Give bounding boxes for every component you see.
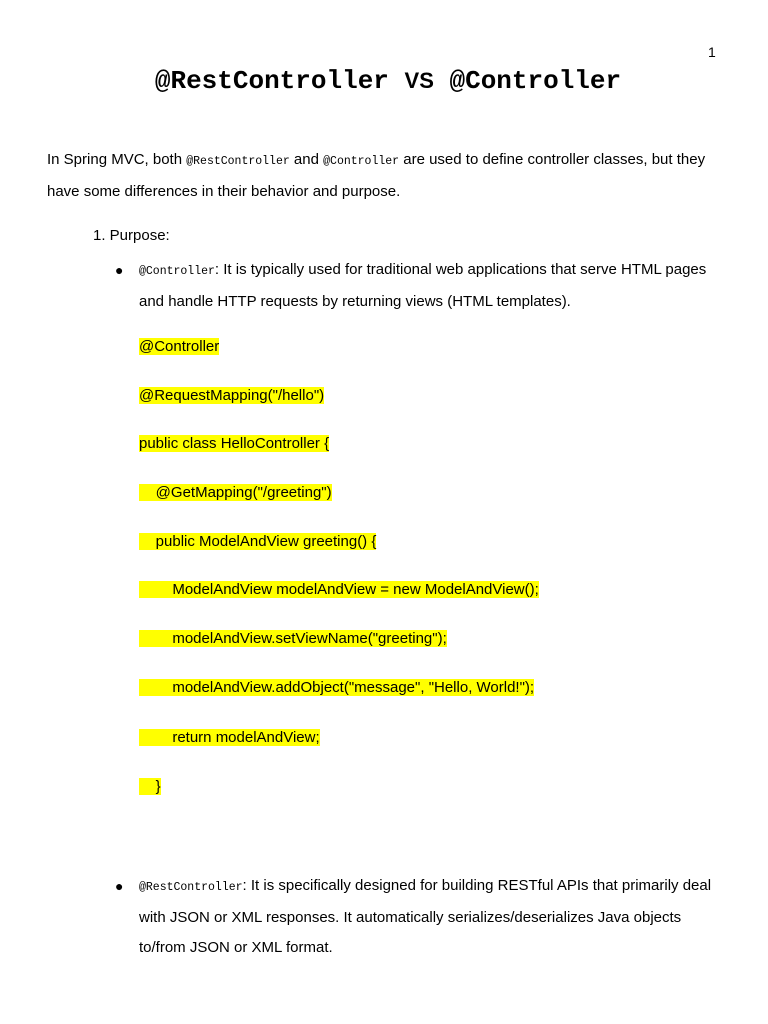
- code-line: [139, 580, 539, 600]
- code-line-text: public class HelloController {: [139, 435, 330, 452]
- code-line: [139, 434, 329, 454]
- bullet-icon: ●: [115, 878, 124, 894]
- code-line-text: public ModelAndView greeting() {: [139, 533, 377, 550]
- bullet-icon: ●: [115, 262, 124, 278]
- page-number: 1: [708, 44, 716, 60]
- code-line: [139, 337, 219, 357]
- code-line: [139, 532, 376, 552]
- bullet-restcontroller: [139, 871, 729, 963]
- intro-text-3: are used to define controller classes, but they have some differences in their behavior and purpose.: [47, 151, 706, 200]
- intro-text-1: In Spring MVC, both: [47, 151, 187, 168]
- bullet-controller-text: : It is typically used for traditional web applications that serve HTML pages and handle HTTP requests by returning views (HTML templates).: [139, 261, 707, 310]
- page-title: [0, 66, 768, 96]
- intro-code-2: @Controller: [323, 155, 400, 168]
- code-line: [139, 728, 320, 748]
- code-line-text: modelAndView.addObject("message", "Hello, World!");: [139, 679, 535, 696]
- code-line-text: }: [139, 778, 161, 795]
- bullet-controller: [139, 255, 729, 317]
- title-left: @RestController: [154, 66, 389, 96]
- code-line: [139, 678, 534, 698]
- title-vs: VS: [404, 68, 434, 93]
- intro-text-2: and: [289, 151, 324, 168]
- bullet-restcontroller-text: : It is specifically designed for building RESTful APIs that primarily deal with JSON or XML responses. It automatically serializes/deserializes Java objects to/from JSON or XML format.: [139, 877, 712, 956]
- code-line-text: @RequestMapping("/hello"): [139, 387, 325, 404]
- code-line-text: ModelAndView modelAndView = new ModelAndView();: [139, 581, 539, 598]
- code-line-text: @GetMapping("/greeting"): [139, 484, 332, 501]
- bullet-controller-code: @Controller: [139, 265, 215, 278]
- code-line-text: modelAndView.setViewName("greeting");: [139, 630, 447, 647]
- list-heading: 1. Purpose:: [93, 227, 170, 244]
- intro-paragraph: [47, 145, 727, 207]
- code-line: [139, 386, 324, 406]
- title-right: @Controller: [449, 66, 622, 96]
- code-line: [139, 777, 161, 797]
- intro-code-1: @RestController: [186, 155, 290, 168]
- code-line-text: return modelAndView;: [139, 729, 320, 746]
- code-line: [139, 483, 332, 503]
- code-line: [139, 629, 447, 649]
- bullet-restcontroller-code: @RestController: [139, 881, 243, 894]
- code-line-text: @Controller: [139, 338, 220, 355]
